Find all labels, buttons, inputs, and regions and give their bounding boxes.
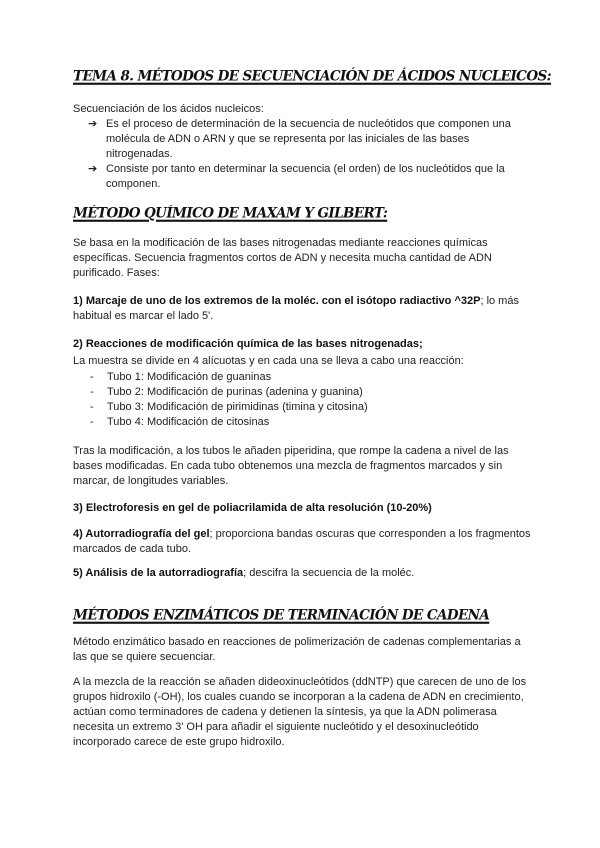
step-2-title: 2) Reacciones de modificación química de las bases nitrogenadas; [73, 338, 423, 350]
tube-text: Tubo 1: Modificación de guaninas [107, 371, 272, 383]
tube-text: Tubo 2: Modificación de purinas (adenina y guanina) [107, 386, 363, 398]
heading-maxam-gilbert: MÉTODO QUÍMICO DE MAXAM Y GILBERT: [73, 205, 388, 222]
list-item [88, 370, 488, 385]
list-item [88, 117, 528, 162]
step-1-text: ; lo más habitual es marcar el lado 5'. [73, 295, 519, 322]
maxam-after-tubes: Tras la modificación, a los tubos le añaden piperidina, que rompe la cadena a nivel de las bases modificadas. En cada tubo obtenemos una mezcla de fragmentos marcados y sin marcar, de longitudes variables. [73, 445, 509, 487]
list-item [88, 400, 488, 415]
step-5-text: ; descifra la secuencia de la moléc. [243, 567, 415, 579]
step-4-text: ; proporciona bandas oscuras que corresponden a los fragmentos marcados de cada tubo. [73, 528, 531, 555]
heading-metodos-enzimaticos: MÉTODOS ENZIMÁTICOS DE TERMINACIÓN DE CADENA [73, 607, 490, 624]
maxam-step-2-title [73, 337, 533, 352]
maxam-step-5 [73, 566, 533, 581]
intro-bullet-list [88, 117, 528, 192]
maxam-step-1 [73, 294, 533, 324]
dash-bullet-icon: - [90, 371, 94, 383]
maxam-step-3 [73, 501, 533, 516]
step-4-title: 4) Autorradiografía del gel [73, 528, 210, 540]
list-item [88, 162, 528, 192]
tube-text: Tubo 4: Modificación de citosinas [107, 416, 270, 428]
enzimaticos-paragraph-1: Método enzimático basado en reacciones de polimerización de cadenas complementarias a las que se quiere secuenciar. [73, 636, 521, 663]
maxam-step-4 [73, 527, 533, 557]
list-item [88, 415, 488, 430]
arrow-bullet-icon: ➔ [88, 118, 98, 130]
tube-text: Tubo 3: Modificación de pirimidinas (timina y citosina) [107, 401, 368, 413]
list-item [88, 385, 488, 400]
maxam-step-2-text: La muestra se divide en 4 alícuotas y en cada una se lleva a cabo una reacción: [73, 355, 464, 367]
arrow-bullet-icon: ➔ [88, 163, 98, 175]
step-3-title: 3) Electroforesis en gel de poliacrilamida de alta resolución (10-20%) [73, 502, 432, 514]
dash-bullet-icon: - [90, 401, 94, 413]
enzimaticos-paragraph-2: A la mezcla de la reacción se añaden dideoxinucleótidos (ddNTP) que carecen de uno de los grupos hidroxilo (-OH), los cuales cuando se incorporan a la cadena de ADN en crecimiento, actúan como terminadores de cadena y detienen la síntesis, ya que la ADN polimerasa necesita un extremo 3' OH para añadir el siguiente nucleótido y el desoxinucleótido incorporado carece de este grupo hidroxilo. [73, 676, 527, 748]
step-5-title: 5) Análisis de la autorradiografía [73, 567, 244, 579]
intro-lead: Secuenciación de los ácidos nucleicos: [73, 103, 264, 115]
heading-tema-8: TEMA 8. MÉTODOS DE SECUENCIACIÓN DE ÁCIDOS NUCLEICOS: [73, 68, 552, 85]
dash-bullet-icon: - [90, 386, 94, 398]
dash-bullet-icon: - [90, 416, 94, 428]
tube-list [88, 370, 488, 430]
step-1-title: 1) Marcaje de uno de los extremos de la moléc. con el isótopo radiactivo ^32P [73, 295, 481, 307]
bullet-text: Es el proceso de determinación de la secuencia de nucleótidos que componen una molécula de ADN o ARN y que se representa por las iniciales de las bases nitrogenadas. [106, 118, 511, 160]
bullet-text: Consiste por tanto en determinar la secuencia (el orden) de los nucleótidos que la componen. [106, 163, 505, 190]
maxam-intro: Se basa en la modificación de las bases nitrogenadas mediante reacciones químicas específicas. Secuencia fragmentos cortos de ADN y necesita mucha cantidad de ADN purificado. Fases: [73, 237, 492, 279]
